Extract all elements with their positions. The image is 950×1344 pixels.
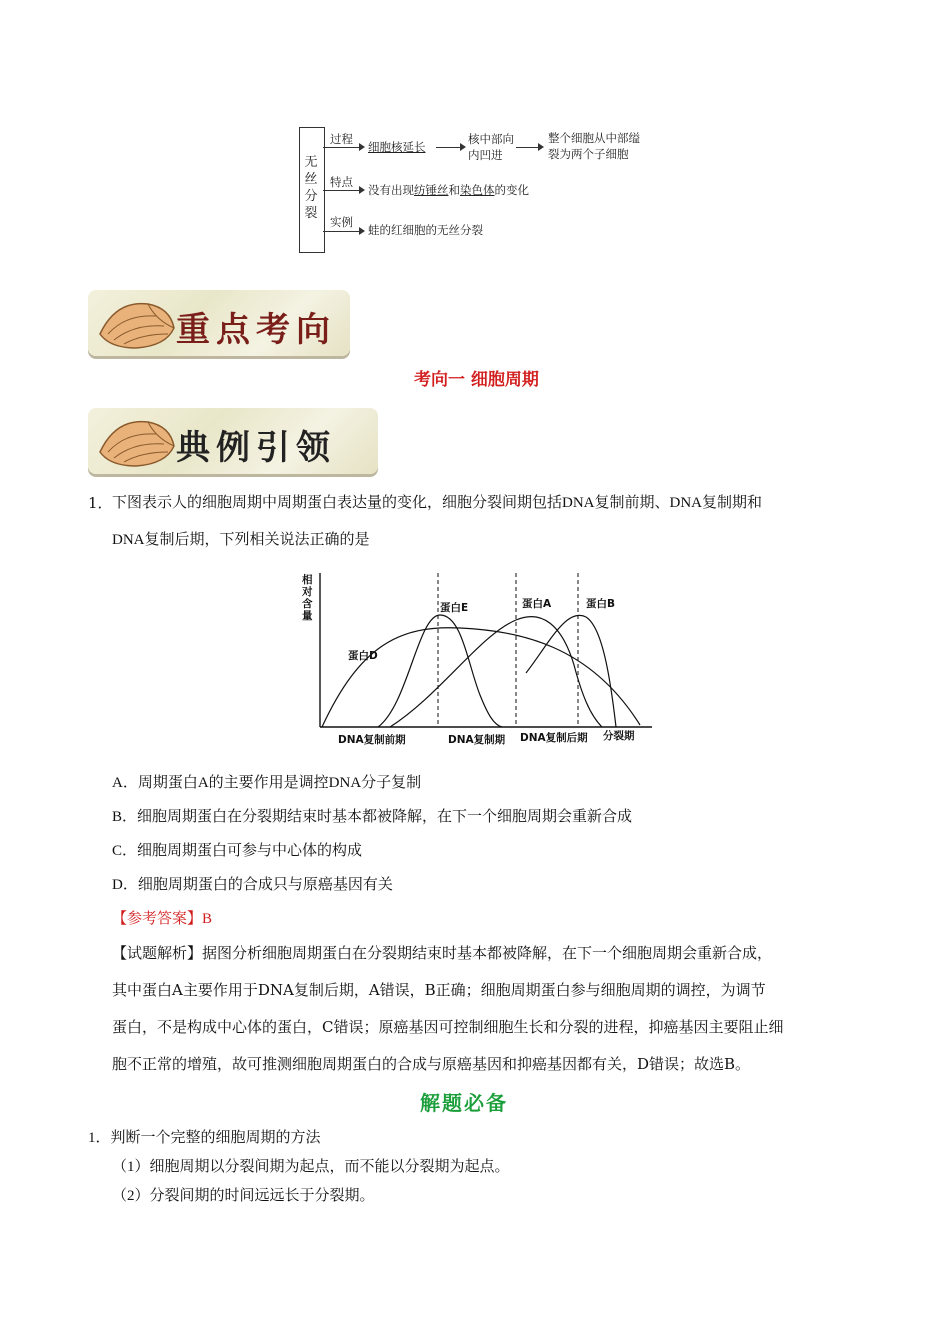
label-protein-d: 蛋白D xyxy=(348,650,378,662)
answer-label: 【参考答案】 xyxy=(112,911,203,927)
analysis-label: 【试题解析】 xyxy=(112,944,203,962)
label-protein-e: 蛋白E xyxy=(440,602,469,614)
row1-step3-line1: 整个细胞从中部缢 xyxy=(548,131,640,145)
question-line2: DNA复制后期，下列相关说法正确的是 xyxy=(112,532,370,548)
analysis-line1 xyxy=(112,943,772,963)
category-m: 分裂期 xyxy=(603,730,635,742)
option-a: A．周期蛋白A的主要作用是调控DNA分子复制 xyxy=(112,775,422,791)
option-c: C．细胞周期蛋白可参与中心体的构成 xyxy=(112,843,363,859)
category-g2: DNA复制后期 xyxy=(520,732,588,744)
solve-title: 解题必备 xyxy=(420,1091,508,1115)
diagram-root-label: 无丝分裂 xyxy=(304,155,318,221)
analysis-text-1: 据图分析细胞周期蛋白在分裂期结束时基本都被降解，在下一个细胞周期会重新合成， xyxy=(202,944,773,962)
row2-part4: 染色体 xyxy=(460,183,495,197)
row3-text: 蛙的红细胞的无丝分裂 xyxy=(368,223,483,237)
row3-connector xyxy=(323,231,363,232)
row2-connector xyxy=(323,190,363,191)
row2-text xyxy=(368,182,529,198)
analysis-line3: 蛋白，不是构成中心体的蛋白，C错误；原癌基因可控制细胞生长和分裂的进程，抑癌基因主要阻止细 xyxy=(112,1018,784,1036)
row2-part1: 没有出现 xyxy=(368,183,414,197)
y-axis-label-char: 对 xyxy=(302,586,313,598)
row1-arrow2-head xyxy=(538,143,544,151)
analysis-line4: 胞不正常的增殖，故可推测细胞周期蛋白的合成与原癌基因和抑癌基因都有关，D错误；故选B。 xyxy=(112,1055,751,1073)
curve-protein-e xyxy=(378,615,502,727)
row2-part2: 纺锤丝 xyxy=(414,183,449,197)
answer-value: B xyxy=(202,911,213,927)
row1-label: 过程 xyxy=(330,132,353,146)
y-axis-label-char: 含 xyxy=(302,598,313,610)
tip-sub2: （2）分裂间期的时间远远长于分裂期。 xyxy=(112,1188,375,1204)
row1-step2-line2: 内凹进 xyxy=(468,148,503,162)
y-axis-label-char: 量 xyxy=(302,610,313,622)
shell-icon xyxy=(96,294,178,354)
banner-typical-example xyxy=(88,408,378,474)
svg-text:相对含量 xyxy=(301,573,313,622)
cyclin-chart xyxy=(290,565,670,755)
row1-step1: 细胞核延长 xyxy=(368,140,426,154)
curve-protein-a xyxy=(390,617,602,727)
banner1-label: 重点考向 xyxy=(176,310,336,350)
banner-key-points xyxy=(88,290,350,356)
curve-protein-b xyxy=(526,615,616,727)
banner2-label: 典例引领 xyxy=(176,428,336,468)
label-protein-a: 蛋白A xyxy=(522,598,552,610)
label-protein-b: 蛋白B xyxy=(586,598,616,610)
row1-arrow1-head xyxy=(460,143,466,151)
row3-arrowhead xyxy=(359,227,365,235)
tip-item1: 1．判断一个完整的细胞周期的方法 xyxy=(88,1130,321,1146)
option-d: D．细胞周期蛋白的合成只与原癌基因有关 xyxy=(112,877,393,893)
row1-step3-line2: 裂为两个子细胞 xyxy=(548,147,629,161)
row1-step2-line1: 核中部向 xyxy=(468,132,514,146)
category-g1: DNA复制前期 xyxy=(338,734,406,746)
question-number: 1． xyxy=(88,494,113,512)
option-b: B．细胞周期蛋白在分裂期结束时基本都被降解，在下一个细胞周期会重新合成 xyxy=(112,809,633,825)
shell-icon xyxy=(96,412,178,472)
y-axis-label xyxy=(301,573,313,622)
row3-label: 实例 xyxy=(330,215,353,229)
section-title: 考向一 细胞周期 xyxy=(414,370,539,390)
y-axis-label-char: 相 xyxy=(302,574,313,586)
category-s: DNA复制期 xyxy=(448,734,506,746)
tip-sub1: （1）细胞周期以分裂间期为起点，而不能以分裂期为起点。 xyxy=(112,1159,510,1175)
row2-part3: 和 xyxy=(448,183,460,197)
analysis-line2: 其中蛋白A主要作用于DNA复制后期，A错误，B正确；细胞周期蛋白参与细胞周期的调控，为调节 xyxy=(112,981,766,999)
row2-part5: 的变化 xyxy=(494,183,529,197)
answer-row xyxy=(112,909,212,929)
row1-connector xyxy=(323,147,363,148)
question-line1: 下图表示人的细胞周期中周期蛋白表达量的变化，细胞分裂间期包括DNA复制前期、DNA复制期和 xyxy=(112,495,762,511)
row1-arrowhead xyxy=(359,143,365,151)
row2-label: 特点 xyxy=(330,175,353,189)
row2-arrowhead xyxy=(359,186,365,194)
curve-protein-d xyxy=(322,628,640,727)
